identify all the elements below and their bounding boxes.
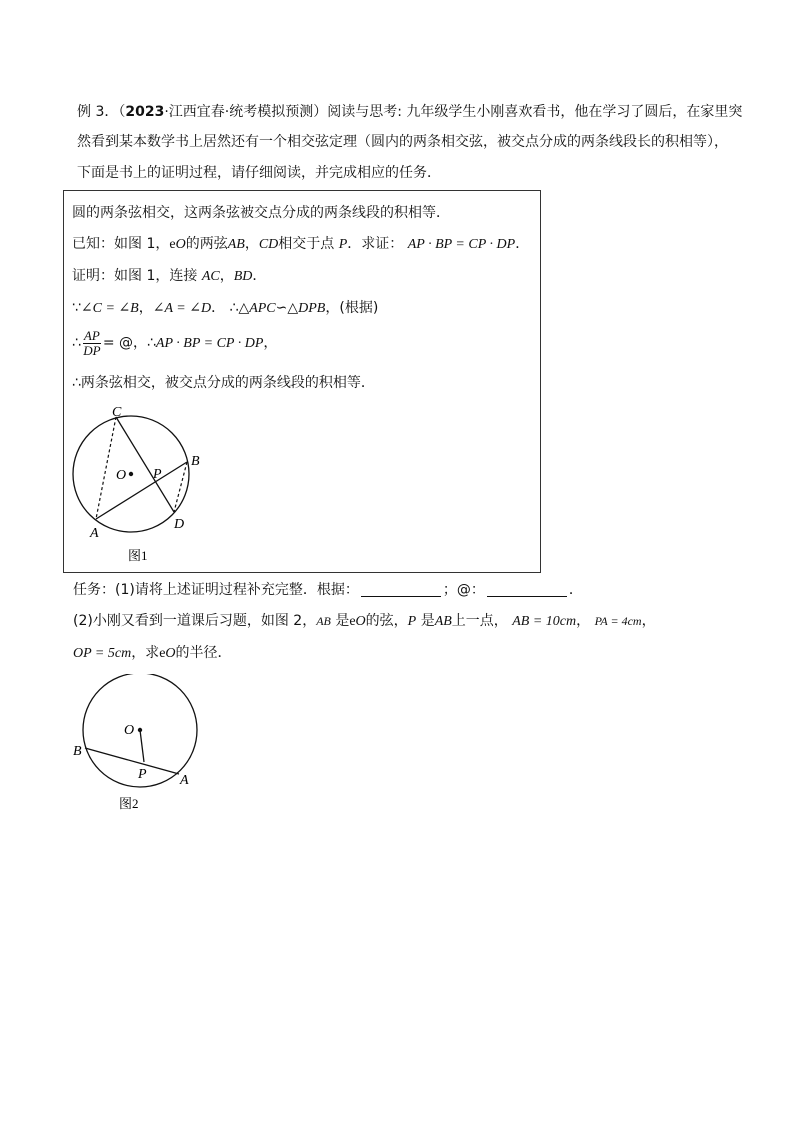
reason-placeholder: ，(根据) — [325, 300, 379, 316]
figure-1 — [64, 399, 214, 569]
chord-cd — [116, 417, 174, 512]
proof-box — [63, 190, 541, 573]
label-b: B — [191, 454, 200, 469]
label-d: D — [174, 517, 185, 532]
blank-at[interactable] — [487, 582, 567, 597]
label-p: P — [153, 467, 162, 482]
proof-line-2: ∵∠C = ∠B，∠A = ∠D． ∴△APC∽△DPB，(根据) — [72, 300, 379, 316]
fig2-label-b: B — [73, 744, 82, 759]
proof-line-1: 证明：如图 1，连接 AC，BD． — [72, 268, 267, 284]
task-1: 任务：(1)请将上述证明过程补充完整．根据： ；@： ． — [73, 582, 583, 598]
intro-text-1: ·江西宜春·统考模拟预测）阅读与思考: 九年级学生小刚喜欢看书，他在学习了圆后，在家里突 — [164, 104, 743, 120]
year: 2023 — [125, 104, 165, 120]
circle-symbol: e — [169, 237, 176, 252]
label-a: A — [90, 526, 99, 541]
intro-line-3: 下面是书上的证明过程，请仔细阅读，并完成相应的任务． — [77, 165, 441, 181]
proof-line-3: ∴ $\frac{AP}{DP}$ = @，∴AP · BP = CP · DP， — [72, 327, 278, 358]
intro-line-1 — [77, 102, 742, 122]
center-dot — [129, 472, 133, 476]
conclusion-line: ∴两条弦相交，被交点分成的两条线段的积相等． — [72, 375, 375, 391]
fig2-caption: 图2 — [119, 796, 139, 811]
figure-2 — [66, 674, 206, 824]
prove-equation: AP · BP = CP · DP — [407, 237, 516, 252]
fig1-caption: 图1 — [128, 548, 148, 563]
fig2-label-a: A — [180, 773, 189, 788]
theorem-statement: 圆的两条弦相交，这两条弦被交点分成的两条线段的积相等． — [72, 205, 450, 221]
task-2-line-1: (2)小刚又看到一道课后习题，如图 2，AB 是eO的弦，P 是AB上一点， AB = 10cm， PA = 4cm， — [73, 613, 656, 629]
fig2-label-p: P — [138, 767, 147, 782]
center-dot-fig2 — [138, 728, 142, 732]
blank-reason[interactable] — [361, 582, 441, 597]
example-label: 例 3．（ — [77, 104, 126, 120]
label-c: C — [112, 405, 122, 420]
label-o: O — [116, 468, 127, 483]
fraction-ap-dp: $\frac{AP}{DP}$ — [83, 327, 101, 358]
fig2-label-o: O — [124, 723, 135, 738]
intro-line-2: 然看到某本数学书上居然还有一个相交弦定理（圆内的两条相交弦，被交点分成的两条线段长的积相等）， — [77, 134, 728, 150]
known-line: 已知：如图 1，eO的两弦AB，CD相交于点 P．求证： AP · BP = CP · DP． — [72, 236, 530, 252]
segment-ac-dashed — [96, 417, 116, 519]
task-2-line-2: OP = 5cm，求eO的半径． — [73, 645, 232, 661]
similar-triangles: △APC∽△DPB — [238, 301, 326, 316]
segment-op — [140, 730, 144, 762]
